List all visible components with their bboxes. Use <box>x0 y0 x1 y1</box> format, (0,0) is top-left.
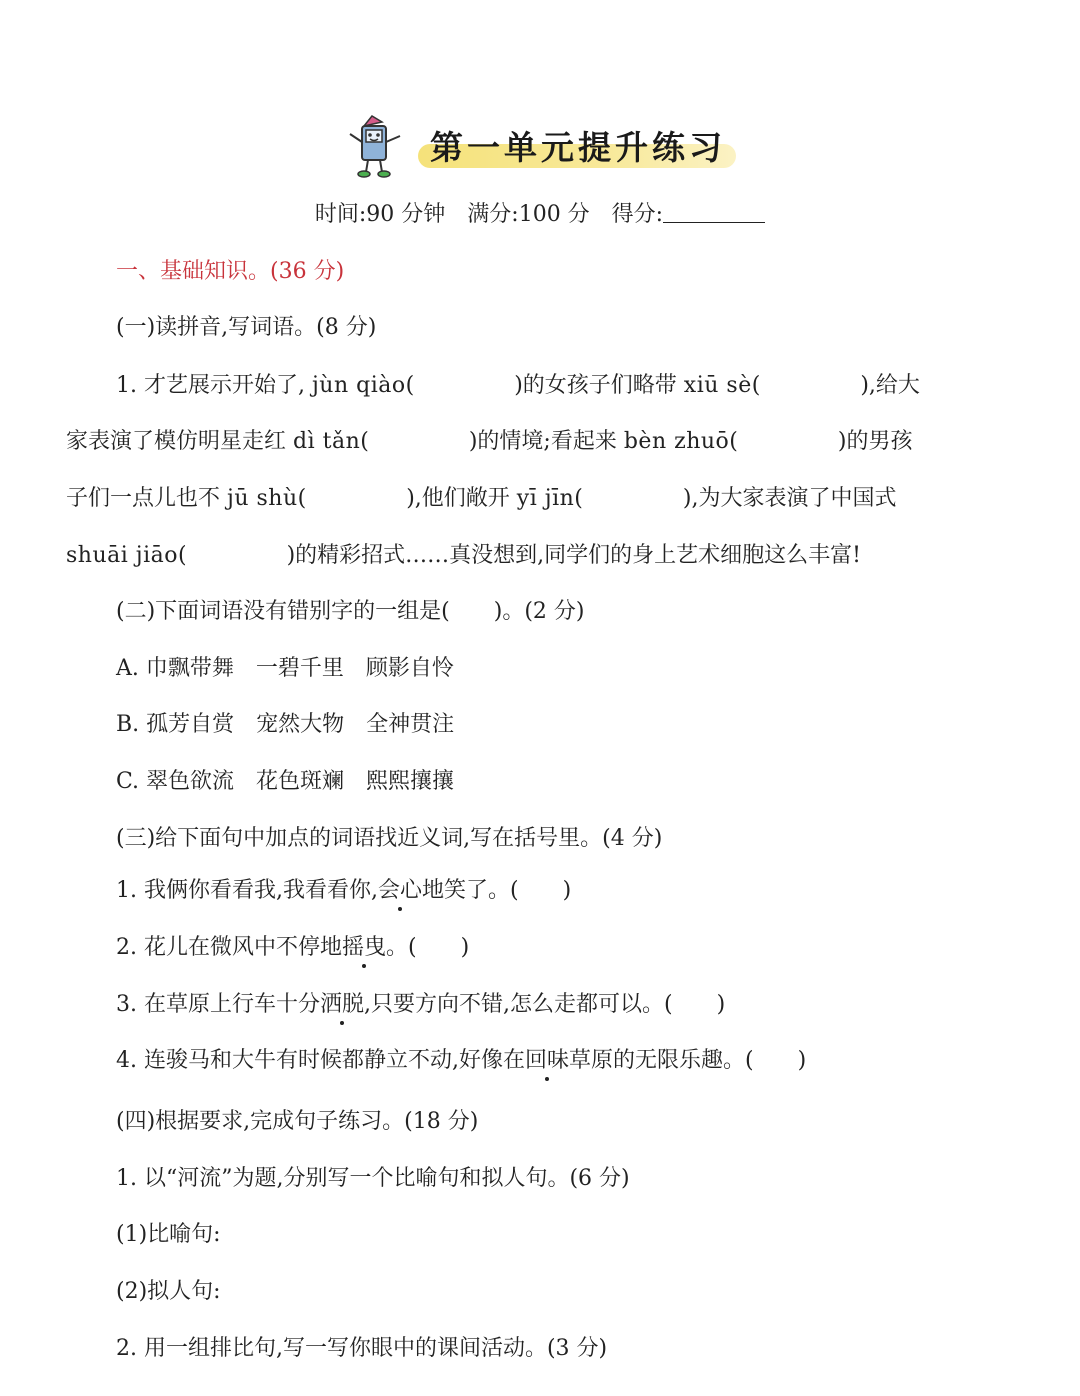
question-1a: (1)比喻句: <box>116 1222 221 1247</box>
pinyin: jū shù <box>227 486 298 511</box>
title-banner <box>340 112 740 182</box>
pinyin-line-3: 子们一点儿也不 jū shù( ),他们敞开 yī jīn( ),为大家表演了中国式 <box>66 486 897 511</box>
score-blank[interactable] <box>663 200 765 223</box>
synonym-item-1: 1. 我俩你看看我,我看看你,会心地笑了。( ) <box>116 876 571 906</box>
pinyin-line-2: 家表演了模仿明星走红 dì tǎn( )的情境;看起来 bèn zhuō( )的男孩 <box>66 429 913 454</box>
exam-info <box>0 200 1080 230</box>
dotted-word: 摇曳 <box>342 933 386 963</box>
pinyin: jùn qiào <box>311 373 406 398</box>
question-2: 2. 用一组排比句,写一写你眼中的课间活动。(3 分) <box>116 1336 608 1361</box>
synonym-item-4: 4. 连骏马和大牛有时候都静立不动,好像在回味草原的无限乐趣。( ) <box>116 1046 806 1076</box>
book-mascot-icon <box>340 112 410 182</box>
part1-heading: (一)读拼音,写词语。(8 分) <box>116 315 377 340</box>
pinyin: bèn zhuō <box>623 429 730 454</box>
dotted-word: 回味 <box>525 1046 569 1076</box>
question-1b: (2)拟人句: <box>116 1279 221 1304</box>
pinyin: shuāi jiāo <box>66 543 178 568</box>
exam-info-text: 时间:90 分钟 满分:100 分 得分: <box>314 202 664 227</box>
pinyin: yī jīn <box>516 486 575 511</box>
question-1: 1. 以“河流”为题,分别写一个比喻句和拟人句。(6 分) <box>116 1166 630 1191</box>
synonym-item-3: 3. 在草原上行车十分洒脱,只要方向不错,怎么走都可以。( ) <box>116 990 725 1020</box>
pinyin-line-4: shuāi jiāo( )的精彩招式……真没想到,同学们的身上艺术细胞这么丰富! <box>66 543 862 568</box>
page-title: 第一单元提升练习 <box>430 128 726 167</box>
dotted-word: 会心 <box>378 876 422 906</box>
part3-heading: (三)给下面句中加点的词语找近义词,写在括号里。(4 分) <box>116 826 663 851</box>
option-a: A. 巾飘带舞 一碧千里 顾影自怜 <box>116 656 454 681</box>
part2-heading: (二)下面词语没有错别字的一组是( )。(2 分) <box>116 599 585 624</box>
pinyin: dì tǎn <box>293 429 361 454</box>
option-c: C. 翠色欲流 花色斑斓 熙熙攘攘 <box>116 769 455 794</box>
option-b: B. 孤芳自赏 宠然大物 全神贯注 <box>116 712 455 737</box>
part4-heading: (四)根据要求,完成句子练习。(18 分) <box>116 1109 479 1134</box>
section-heading: 一、基础知识。(36 分) <box>116 259 345 284</box>
pinyin-line-1: 1. 才艺展示开始了, jùn qiào( )的女孩子们略带 xiū sè( ),给大 <box>116 373 920 398</box>
synonym-item-2: 2. 花儿在微风中不停地摇曳。( ) <box>116 933 469 963</box>
pinyin: xiū sè <box>683 373 752 398</box>
dotted-word: 洒脱 <box>320 990 364 1020</box>
